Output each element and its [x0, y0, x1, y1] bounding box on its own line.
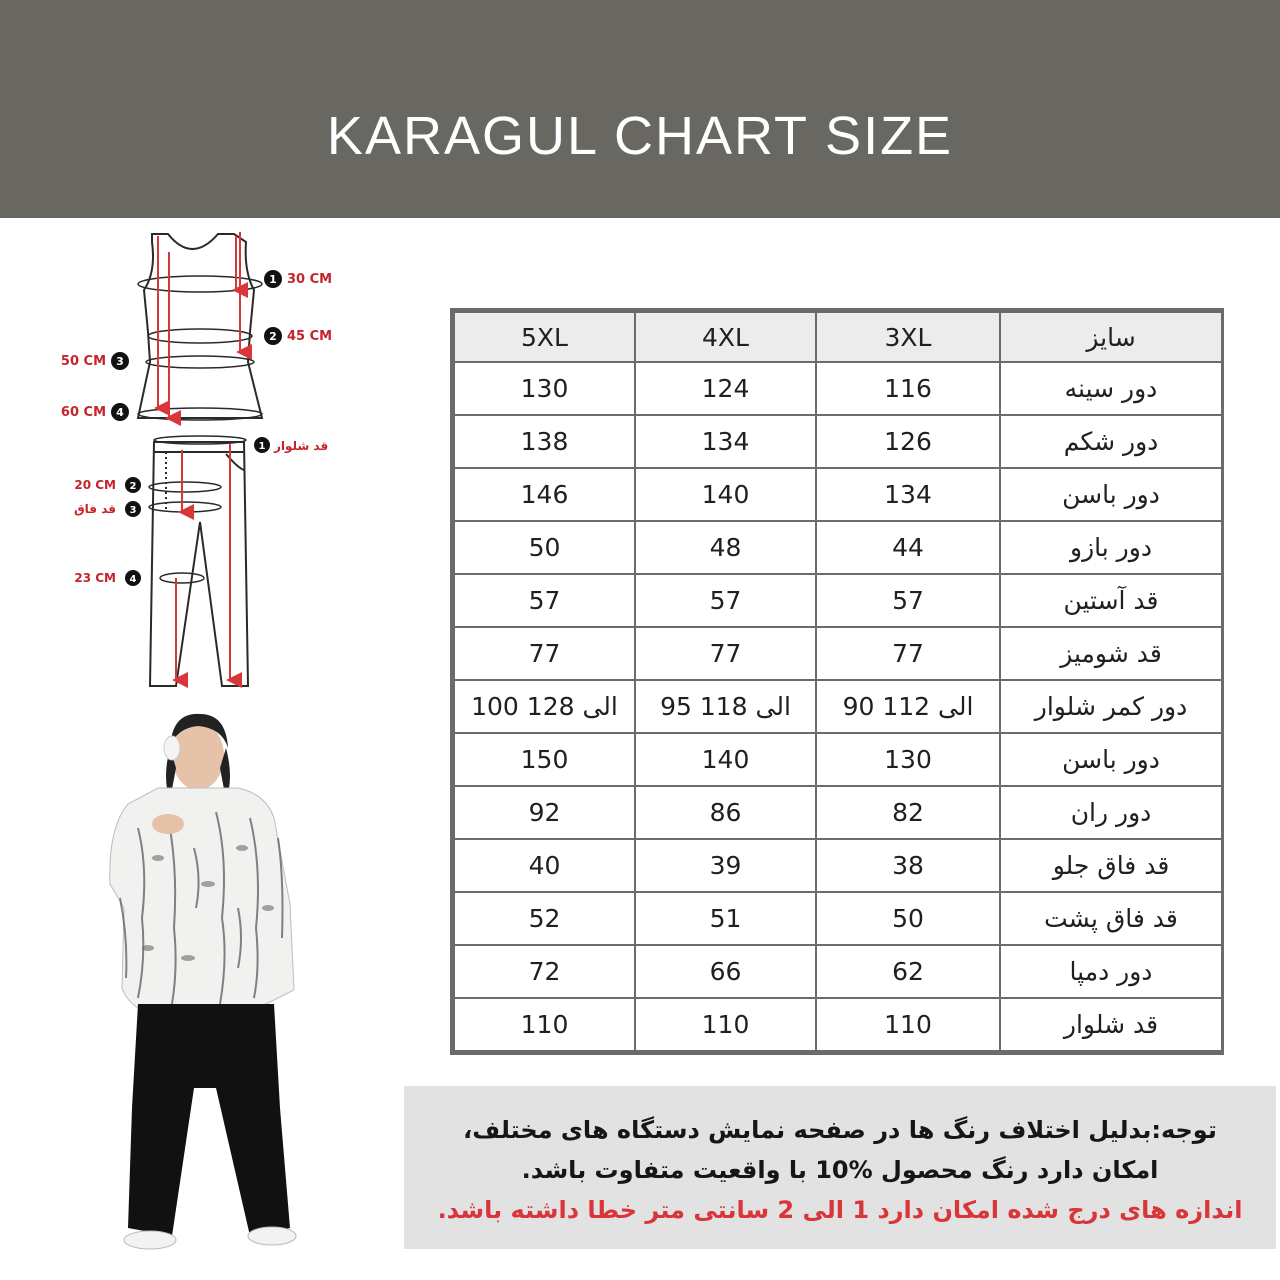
- svg-text:قد شلوار: قد شلوار: [274, 439, 329, 453]
- size-table-frame: [450, 308, 1224, 1055]
- measurement-label: دور سینه: [1000, 362, 1222, 415]
- svg-text:45 CM: 45 CM: [287, 329, 333, 344]
- measurement-value: 92: [454, 786, 635, 839]
- header-cell-size: 3XL: [816, 312, 1000, 362]
- measurement-diagram: [40, 222, 360, 702]
- waist-line: [148, 329, 252, 343]
- table-row: [454, 362, 1222, 415]
- table-row: [454, 998, 1222, 1051]
- measurement-value: 57: [635, 574, 816, 627]
- measurement-value: 40: [454, 839, 635, 892]
- measurement-value: 77: [635, 627, 816, 680]
- measurement-value: 48: [635, 521, 816, 574]
- note-line-2: امکان دارد رنگ محصول %10 با واقعیت متفاوت باشد.: [521, 1156, 1159, 1184]
- label-trouser-length: [254, 437, 328, 454]
- header-cell-label: سایز: [1000, 312, 1222, 362]
- measurement-value: 150: [454, 733, 635, 786]
- note-warning-line: اندازه های درج شده امکان دارد 1 الی 2 سانتی متر خطا داشته باشد.: [437, 1196, 1243, 1224]
- measurement-value: 100 الی 128: [454, 680, 635, 733]
- measurement-value: 50: [454, 521, 635, 574]
- measurement-label: دور ران: [1000, 786, 1222, 839]
- table-row: [454, 521, 1222, 574]
- table-row: [454, 415, 1222, 468]
- chest-line: [138, 276, 262, 292]
- measurement-value: 66: [635, 945, 816, 998]
- header-banner: [0, 0, 1280, 218]
- measurement-value: 72: [454, 945, 635, 998]
- measurement-value: 77: [816, 627, 1000, 680]
- measurement-label: قد شومیز: [1000, 627, 1222, 680]
- measurement-value: 130: [454, 362, 635, 415]
- label-1: [264, 270, 332, 288]
- measurement-value: 146: [454, 468, 635, 521]
- size-table: [453, 311, 1223, 1052]
- measurement-label: دور باسن: [1000, 733, 1222, 786]
- belly-line: [146, 356, 254, 368]
- measurement-value: 116: [816, 362, 1000, 415]
- measurement-label: قد فاق پشت: [1000, 892, 1222, 945]
- svg-text:20 CM: 20 CM: [74, 478, 116, 492]
- measurement-value: 39: [635, 839, 816, 892]
- svg-text:قد فاق: قد فاق: [73, 502, 116, 516]
- measurement-label: دور بازو: [1000, 521, 1222, 574]
- header-cell-size: 4XL: [635, 312, 816, 362]
- measurement-value: 50: [816, 892, 1000, 945]
- measurement-label: قد آستین: [1000, 574, 1222, 627]
- table-row: [454, 468, 1222, 521]
- svg-text:2: 2: [129, 481, 137, 492]
- rise-line: [149, 502, 221, 512]
- hem-opening-line: [160, 573, 204, 583]
- measurement-value: 82: [816, 786, 1000, 839]
- table-row: [454, 786, 1222, 839]
- table-row: [454, 627, 1222, 680]
- measurement-value: 57: [816, 574, 1000, 627]
- svg-text:4: 4: [116, 406, 124, 419]
- measurement-value: 140: [635, 733, 816, 786]
- note-line-1: توجه:بدلیل اختلاف رنگ ها در صفحه نمایش دستگاه های مختلف،: [463, 1116, 1217, 1144]
- measurement-value: 126: [816, 415, 1000, 468]
- svg-text:50 CM: 50 CM: [60, 354, 106, 369]
- label-2: [264, 327, 332, 345]
- svg-text:23 CM: 23 CM: [74, 571, 116, 585]
- svg-text:1: 1: [269, 273, 277, 286]
- top-garment-outline: [138, 234, 262, 418]
- measurement-value: 95 الی 118: [635, 680, 816, 733]
- table-header-row: [454, 312, 1222, 362]
- measurement-value: 130: [816, 733, 1000, 786]
- table-row: [454, 892, 1222, 945]
- label-3: [61, 352, 129, 370]
- label-hem: [74, 570, 141, 586]
- header-cell-size: 5XL: [454, 312, 635, 362]
- measurement-label: قد شلوار: [1000, 998, 1222, 1051]
- measurement-label: دور دمپا: [1000, 945, 1222, 998]
- measurement-value: 140: [635, 468, 816, 521]
- measurement-value: 110: [454, 998, 635, 1051]
- measurement-label: دور باسن: [1000, 468, 1222, 521]
- measurement-value: 110: [816, 998, 1000, 1051]
- table-row: [454, 945, 1222, 998]
- page-title: KARAGUL CHART SIZE: [326, 106, 954, 166]
- measurement-value: 51: [635, 892, 816, 945]
- svg-text:30 CM: 30 CM: [287, 272, 333, 287]
- svg-text:1: 1: [258, 441, 266, 452]
- svg-text:3: 3: [129, 505, 137, 516]
- svg-text:60 CM: 60 CM: [60, 405, 106, 420]
- measurement-label: قد فاق جلو: [1000, 839, 1222, 892]
- measurement-value: 90 الی 112: [816, 680, 1000, 733]
- label-4: [61, 403, 129, 421]
- table-row: [454, 574, 1222, 627]
- svg-text:4: 4: [129, 574, 137, 585]
- measurement-value: 134: [635, 415, 816, 468]
- measurement-value: 44: [816, 521, 1000, 574]
- measurement-value: 134: [816, 468, 1000, 521]
- measurement-value: 86: [635, 786, 816, 839]
- measurement-value: 38: [816, 839, 1000, 892]
- svg-text:3: 3: [116, 355, 124, 368]
- measurement-value: 52: [454, 892, 635, 945]
- model-photo: [98, 708, 338, 1256]
- table-row: [454, 839, 1222, 892]
- measurement-value: 57: [454, 574, 635, 627]
- measurement-value: 110: [635, 998, 816, 1051]
- trousers-outline: [150, 442, 248, 686]
- thigh-line: [149, 482, 221, 492]
- disclaimer-note: [404, 1086, 1276, 1249]
- measurement-value: 62: [816, 945, 1000, 998]
- measurement-value: 138: [454, 415, 635, 468]
- measurement-label: دور شکم: [1000, 415, 1222, 468]
- table-row: [454, 733, 1222, 786]
- table-row: [454, 680, 1222, 733]
- measurement-value: 77: [454, 627, 635, 680]
- label-thigh: [74, 477, 141, 493]
- label-rise: [74, 501, 141, 517]
- svg-text:2: 2: [269, 330, 277, 343]
- measurement-value: 124: [635, 362, 816, 415]
- measurement-label: دور کمر شلوار: [1000, 680, 1222, 733]
